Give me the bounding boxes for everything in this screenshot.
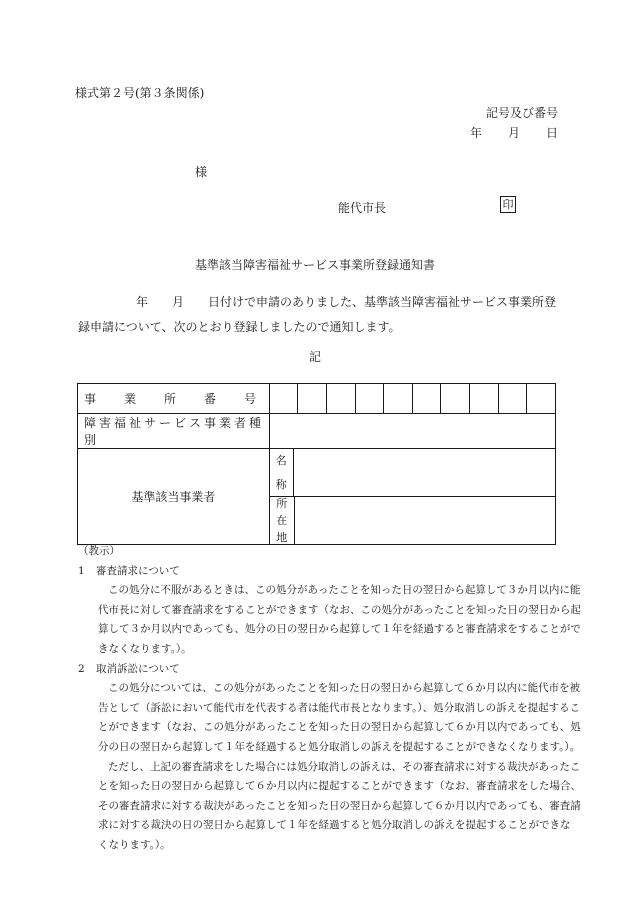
note-item-2-line: この処分については、この処分があったことを知った日の翌日から起算して６か月以内に能代市を被 [108, 682, 581, 695]
service-type-label: 障害福祉サービス事業者種別 [78, 414, 270, 449]
note-item-2-line: その審査請求に対する裁決があったことを知った日の翌日から起算して６か月以内であっても、審査請 [98, 799, 581, 812]
note-item-1-line: この処分に不服があるときは、この処分があったことを知った日の翌日から起算して３か月以内に能 [108, 584, 581, 597]
service-type-row [78, 414, 556, 449]
date-day: 日 [545, 126, 558, 140]
operator-address-cell [269, 497, 555, 545]
office-number-char: 番 [203, 392, 216, 406]
operator-name-row [78, 449, 556, 497]
note-item-2-number: 2 [78, 662, 85, 675]
body-paragraph [78, 290, 558, 340]
office-number-digit-cell[interactable] [441, 384, 470, 414]
office-number-digit-cell[interactable] [327, 384, 356, 414]
note-item-2-line: ただし、上記の審査請求をした場合には処分取消しの訴えは、その審査請求に対する裁決があったこ [108, 760, 581, 773]
note-item-2-line: くなります。）。 [98, 838, 171, 851]
operator-name-value[interactable] [294, 449, 555, 496]
date-month: 月 [507, 126, 520, 140]
operator-address-value[interactable] [295, 497, 555, 544]
office-number-digit-cell[interactable] [355, 384, 384, 414]
body-year: 年 [136, 295, 149, 309]
note-item-1-line: 代市長に対して審査請求をすることができます（なお、この処分があったことを知った日の翌日から起 [98, 603, 581, 616]
form-number: 様式第２号(第３条関係) [75, 86, 205, 100]
office-number-char: 事 [84, 392, 97, 406]
ki-heading: 記 [308, 350, 321, 364]
body-text-1: 日付けで申請のありました、基準該当障害福祉サービス事業所登 [208, 295, 557, 309]
office-number-digit-cell[interactable] [412, 384, 441, 414]
body-line-1 [78, 290, 558, 315]
office-number-digit-cell[interactable] [384, 384, 413, 414]
document-title: 基準該当障害福祉サービス事業所登録通知書 [194, 258, 435, 272]
note-item-2-title [78, 660, 558, 680]
address-label-3: 地 [276, 531, 288, 544]
office-number-digit-cell[interactable] [498, 384, 527, 414]
instruction-notes [78, 542, 581, 856]
service-type-value[interactable] [269, 414, 555, 449]
date-line [470, 124, 558, 141]
note-item-1-number: 1 [78, 564, 85, 577]
issuer-name: 能代市長 [338, 201, 387, 215]
note-item-2-line: 分の日の翌日から起算して１年を経過すると処分取消しの訴えを提起することができなくなります。）。 [98, 740, 581, 753]
name-label-bottom: 称 [275, 478, 287, 491]
document-number-label: 記号及び番号 [485, 106, 558, 120]
office-number-digit-cell[interactable] [298, 384, 327, 414]
address-label [270, 497, 295, 544]
note-item-1-line: 算して３か月以内であっても、処分の日の翌日から起算して１年を経過すると審査請求をすることがで [98, 623, 581, 636]
office-number-char: 号 [243, 392, 256, 406]
office-number-digit-cell[interactable] [470, 384, 499, 414]
office-number-digit-cell[interactable] [269, 384, 298, 414]
office-number-char: 所 [163, 392, 176, 406]
date-year: 年 [469, 126, 482, 140]
note-item-2-line: 告として（訴訟において能代市を代表する者は能代市長となります。）、処分取消しの訴えを提起するこ [98, 701, 581, 714]
operator-name-cell [269, 449, 555, 497]
note-item-1-title [78, 562, 558, 582]
body-line-2: 録申請について、次のとおり登録しましたので通知します。 [78, 320, 401, 334]
notes-heading: （教示） [78, 545, 120, 557]
registration-table [77, 383, 556, 545]
body-month: 月 [172, 295, 185, 309]
operator-label [78, 449, 270, 545]
office-number-label [78, 384, 270, 414]
office-number-digit-cell[interactable] [527, 384, 556, 414]
note-item-2-line: とができます（なお、この処分があったことを知った日の翌日から起算して６か月以内であっても、処 [98, 721, 581, 734]
address-label-1: 所 [276, 497, 288, 510]
name-label-top: 名 [275, 454, 287, 467]
note-item-2-line: 求に対する裁決の日の翌日から起算して１年を経過すると処分取消しの訴えを提起することができな [98, 819, 571, 832]
addressee-honorific: 様 [195, 165, 208, 179]
note-item-2-title-text: 取消訴訟について [96, 662, 180, 675]
office-number-char: 業 [123, 392, 136, 406]
office-number-row [78, 384, 556, 414]
note-item-1-title-text: 審査請求について [96, 564, 180, 577]
address-label-2: 在 [276, 514, 288, 527]
note-item-2-line: とを知った日の翌日から起算して６か月以内に提起することができます（なお、審査請求をした場合、 [98, 780, 581, 793]
operator-label-text: 基準該当事業者 [131, 490, 216, 504]
seal-mark: 印 [500, 196, 516, 213]
note-item-1-line: きなくなります。）。 [98, 642, 192, 655]
name-label [270, 449, 294, 496]
